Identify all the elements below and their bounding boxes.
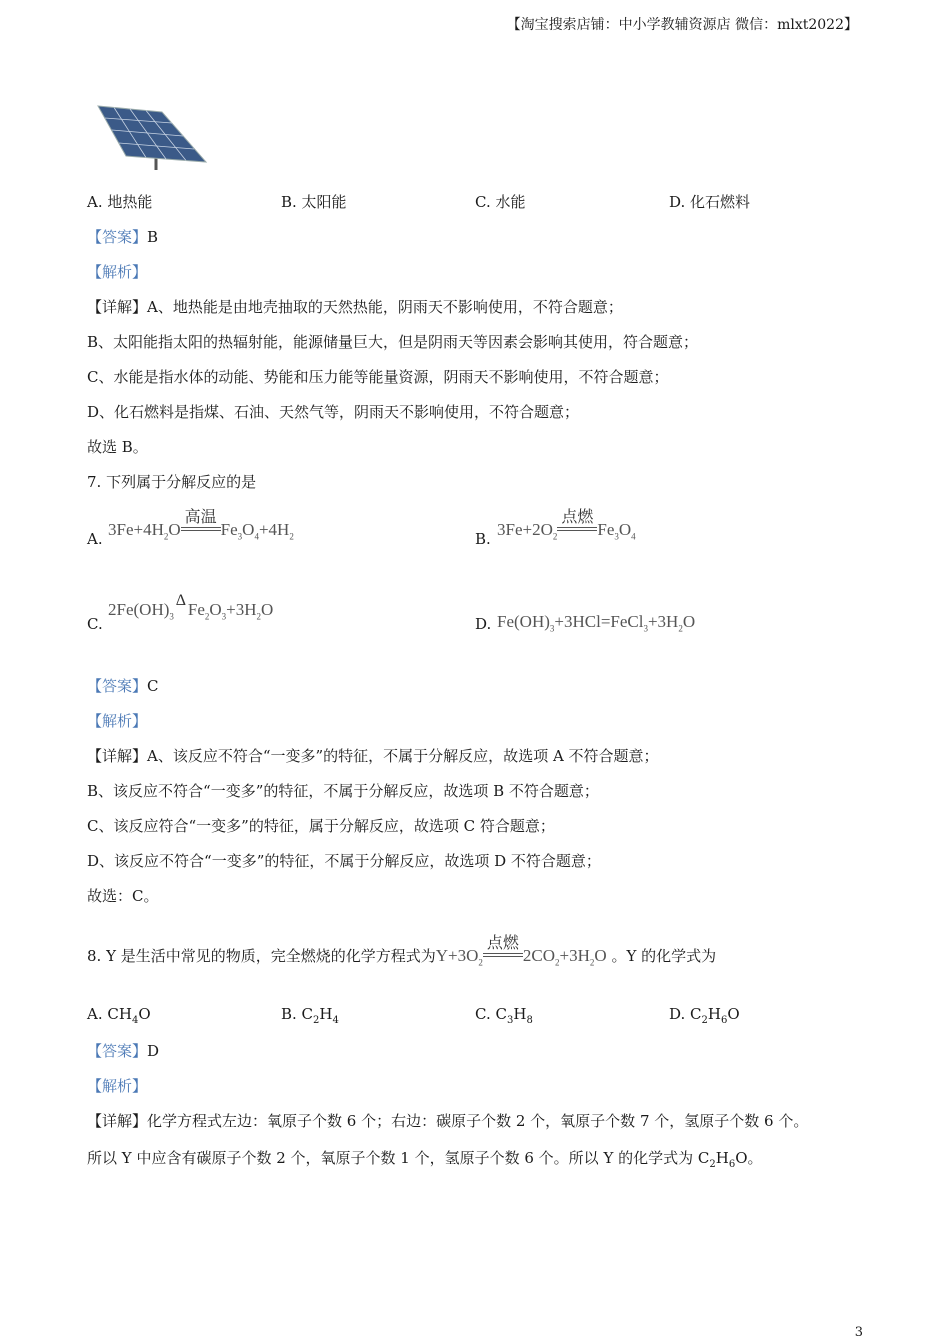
q7-option-c-equation: $2Fe(OH)_3$ Δ $Fe_2O_3+3H_2O$: [108, 592, 274, 622]
q7-option-c-label: C.: [87, 615, 103, 633]
answer-tag: 【答案】: [87, 1042, 148, 1060]
q7-option-a-equation: $3Fe+4H_2O$ 高温 $Fe_3O_4+4H_2$: [108, 520, 294, 541]
q8-stem-text: 8. Y 是生活中常见的物质，完全燃烧的化学方程式为: [87, 947, 436, 965]
condition-label: 点燃: [486, 935, 519, 952]
q6-detail-line: B、太阳能指太阳的热辐射能，能源储量巨大，但是阴雨天等因素会影响其使用，符合题意；: [87, 333, 699, 351]
q6-analysis-tag: 【解析】: [87, 263, 148, 281]
q6-detail-line: D、化石燃料是指煤、石油、天然气等，阴雨天不影响使用，不符合题意；: [87, 403, 580, 421]
q8-detail-line: 所以 Y 中应含有碳原子个数 2 个，氧原子个数 1 个，氢原子个数 6 个。所以 Y 的化学式为 $C_2H_6O$。: [87, 1149, 763, 1170]
condition-label: 点燃: [561, 509, 594, 526]
q7-detail-line: B、该反应不符合“一变多”的特征，不属于分解反应，故选项 B 不符合题意；: [87, 782, 599, 800]
q6-option-a: A. 地热能: [87, 193, 153, 211]
q7-analysis-tag: 【解析】: [87, 712, 148, 730]
condition-label: Δ: [175, 592, 187, 609]
q7-stem: 7. 下列属于分解反应的是: [87, 473, 257, 491]
q8-answer: [87, 1040, 159, 1061]
page-number: 3: [854, 1325, 863, 1340]
q8-option-c: C. $C_3H_8$: [475, 1005, 533, 1026]
q6-option-d: D. 化石燃料: [669, 193, 751, 211]
q7-detail-line: [87, 745, 659, 766]
q8-equation: $Y+3O_2$ 点燃 $2CO_2+3H_2O$: [436, 946, 607, 965]
q6-detail-line: C、水能是指水体的动能、势能和压力能等能量资源，阴雨天不影响使用，不符合题意；: [87, 368, 669, 386]
q7-detail-line: D、该反应不符合“一变多”的特征，不属于分解反应，故选项 D 不符合题意；: [87, 852, 601, 870]
q6-detail-line: [87, 296, 623, 317]
answer-tag: 【答案】: [87, 228, 148, 246]
q8-option-d: D. $C_2H_6O$: [669, 1005, 740, 1026]
detail-text: 。: [747, 1149, 763, 1167]
q7-option-d-label: D.: [475, 615, 492, 633]
answer-tag: 【答案】: [87, 677, 148, 695]
detail-tag: 【详解】: [87, 747, 148, 765]
answer-value: B: [147, 228, 159, 246]
detail-text: 所以 Y 中应含有碳原子个数 2 个，氧原子个数 1 个，氢原子个数 6 个。所以 Y 的化学式为 C: [87, 1149, 710, 1167]
q7-option-b-label: B.: [475, 530, 491, 548]
q8-detail-line: [87, 1110, 808, 1131]
q7-conclusion: 故选：C。: [87, 887, 159, 905]
q8-option-b: B. $C_2H_4$: [281, 1005, 339, 1026]
solar-panel-image: [94, 104, 210, 172]
q6-conclusion: 故选 B。: [87, 438, 148, 456]
q7-option-a-label: A.: [87, 530, 103, 548]
q6-option-b: B. 太阳能: [281, 193, 347, 211]
detail-tag: 【详解】: [87, 1112, 148, 1130]
q7-detail-line: C、该反应符合“一变多”的特征，属于分解反应，故选项 C 符合题意；: [87, 817, 555, 835]
condition-label: 高温: [184, 509, 217, 526]
q7-option-b-equation: $3Fe+2O_2$ 点燃 $Fe_3O_4$: [497, 520, 636, 541]
q8-option-a: A. $CH_4O$: [87, 1005, 151, 1026]
detail-text: 化学方程式左边：氧原子个数 6 个；右边：碳原子个数 2 个，氧原子个数 7 个，氢原子个数 6 个。: [147, 1112, 809, 1130]
answer-value: D: [147, 1042, 160, 1060]
q8-stem-text: 。Y 的化学式为: [611, 947, 717, 965]
detail-text: A、该反应不符合“一变多”的特征，不属于分解反应，故选项 A 不符合题意；: [147, 747, 659, 765]
q6-option-c: C. 水能: [475, 193, 526, 211]
q8-stem: [87, 935, 717, 968]
q7-option-d-equation: $Fe(OH)_3+3HCl=FeCl_3+3H_2O$: [497, 612, 696, 634]
q7-answer: [87, 675, 159, 696]
detail-tag: 【详解】: [87, 298, 148, 316]
detail-text: A、地热能是由地壳抽取的天然热能，阴雨天不影响使用，不符合题意；: [147, 298, 623, 316]
q6-answer: [87, 226, 158, 247]
q8-analysis-tag: 【解析】: [87, 1077, 148, 1095]
answer-value: C: [147, 677, 159, 695]
page-header: 【淘宝搜索店铺：中小学教辅资源店 微信：mlxt2022】: [506, 17, 858, 33]
